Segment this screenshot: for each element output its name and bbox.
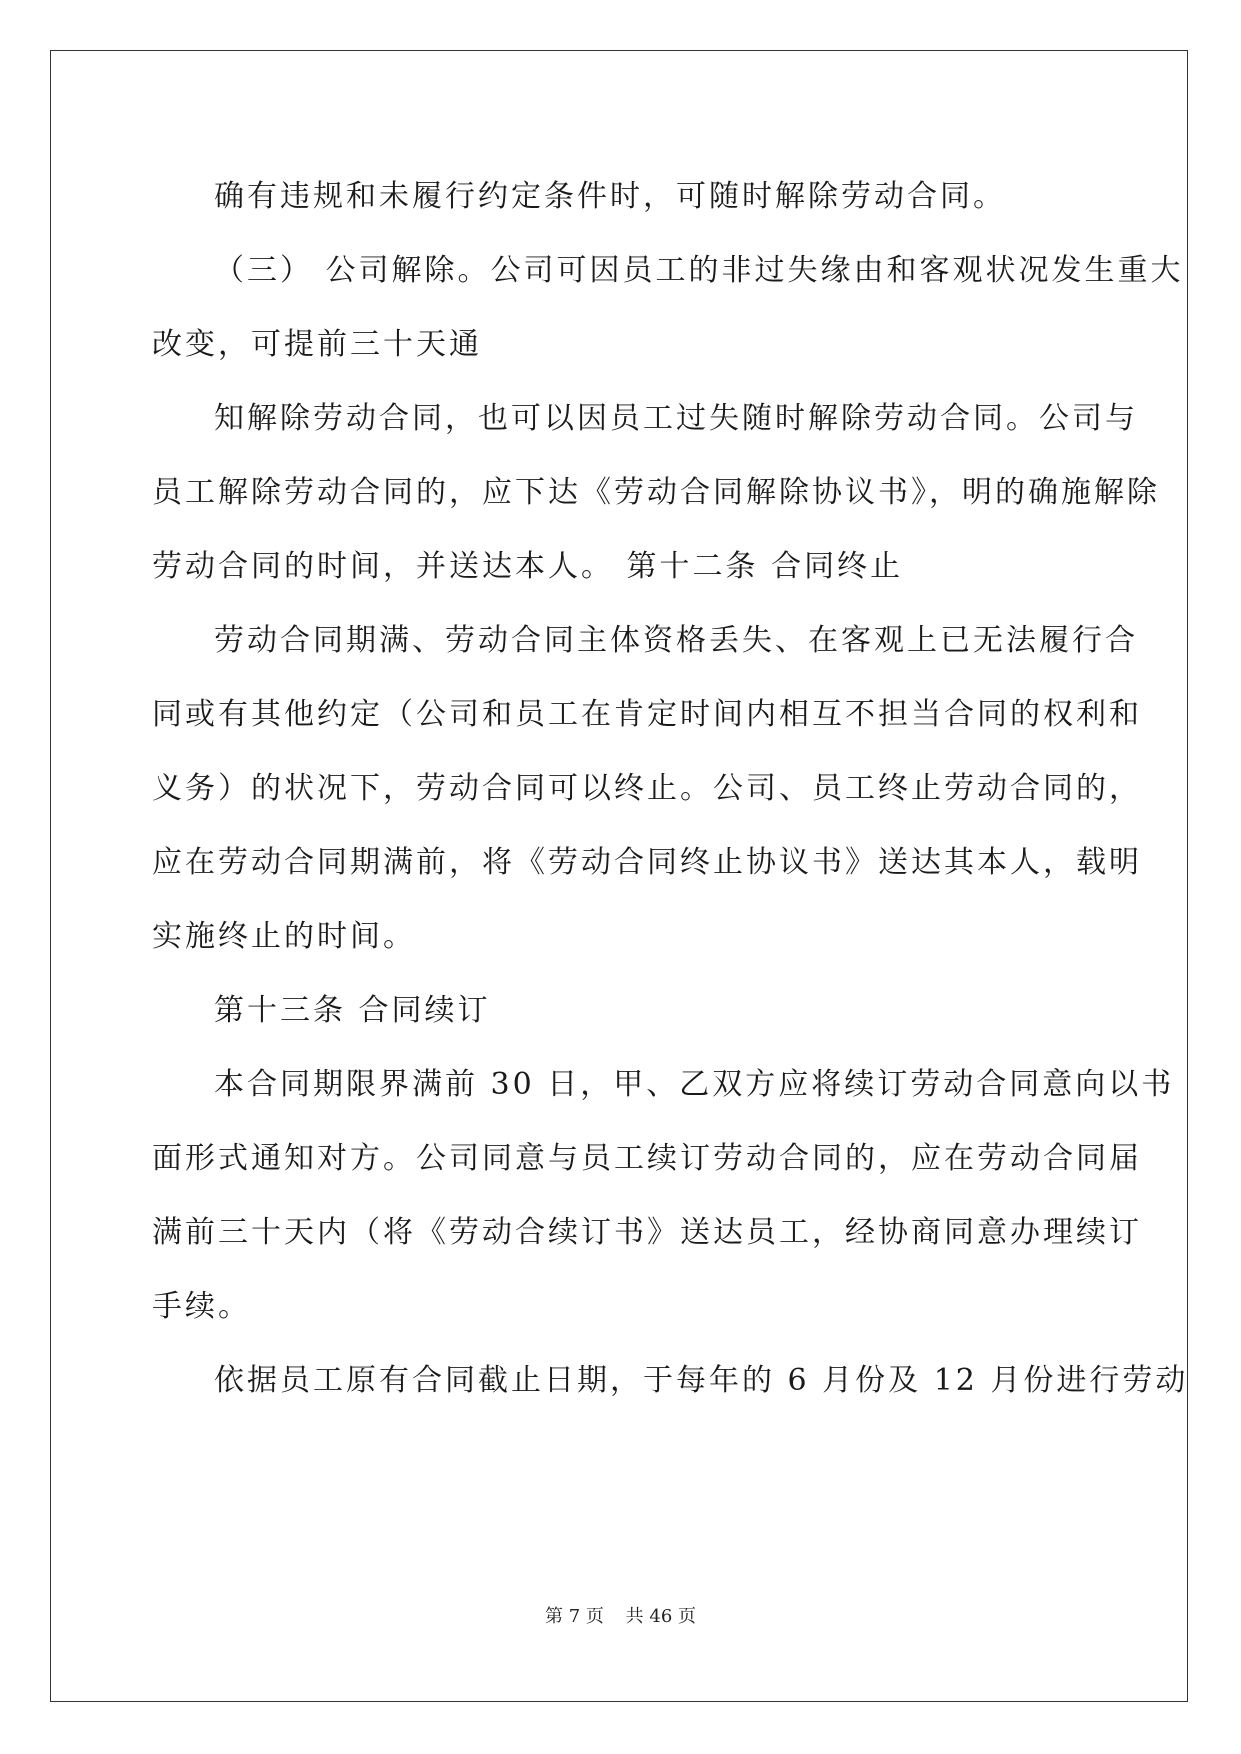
paragraph-line: 劳动合同期满、劳动合同主体资格丢失、在客观上已无法履行合 [214, 623, 1138, 658]
paragraph-line: 同或有其他约定（公司和员工在肯定时间内相互不担当合同的权利和 [152, 697, 1142, 732]
total-pages: 共 46 页 [625, 1606, 696, 1627]
paragraph-line: （三） 公司解除。公司可因员工的非过失缘由和客观状况发生重大 [214, 253, 1184, 288]
page-footer [0, 1602, 1241, 1628]
paragraph-line: 实施终止的时间。 [152, 919, 416, 954]
paragraph-line: 义务）的状况下，劳动合同可以终止。公司、员工终止劳动合同的， [152, 771, 1142, 806]
paragraph-line: 确有违规和未履行约定条件时，可随时解除劳动合同。 [214, 179, 1006, 214]
section-heading: 第十三条 合同续订 [214, 993, 491, 1028]
paragraph-line: 手续。 [152, 1289, 251, 1324]
paragraph-line: 员工解除劳动合同的，应下达《劳动合同解除协议书》，明的确施解除 [152, 475, 1160, 510]
paragraph-line: 劳动合同的时间，并送达本人。 第十二条 合同终止 [152, 549, 904, 584]
paragraph-line: 依据员工原有合同截止日期，于每年的 6 月份及 12 月份进行劳动 [214, 1363, 1189, 1398]
paragraph-line: 知解除劳动合同，也可以因员工过失随时解除劳动合同。公司与 [214, 401, 1138, 436]
paragraph-line: 满前三十天内（将《劳动合续订书》送达员工，经协商同意办理续订 [152, 1215, 1142, 1250]
page-number: 第 7 页 [545, 1606, 604, 1627]
paragraph-line: 改变，可提前三十天通 [152, 327, 482, 362]
paragraph-line: 应在劳动合同期满前，将《劳动合同终止协议书》送达其本人，载明 [152, 845, 1142, 880]
paragraph-line: 面形式通知对方。公司同意与员工续订劳动合同的，应在劳动合同届 [152, 1141, 1142, 1176]
paragraph-line: 本合同期限界满前 30 日，甲、乙双方应将续订劳动合同意向以书 [214, 1067, 1175, 1102]
document-body [152, 160, 1189, 1418]
